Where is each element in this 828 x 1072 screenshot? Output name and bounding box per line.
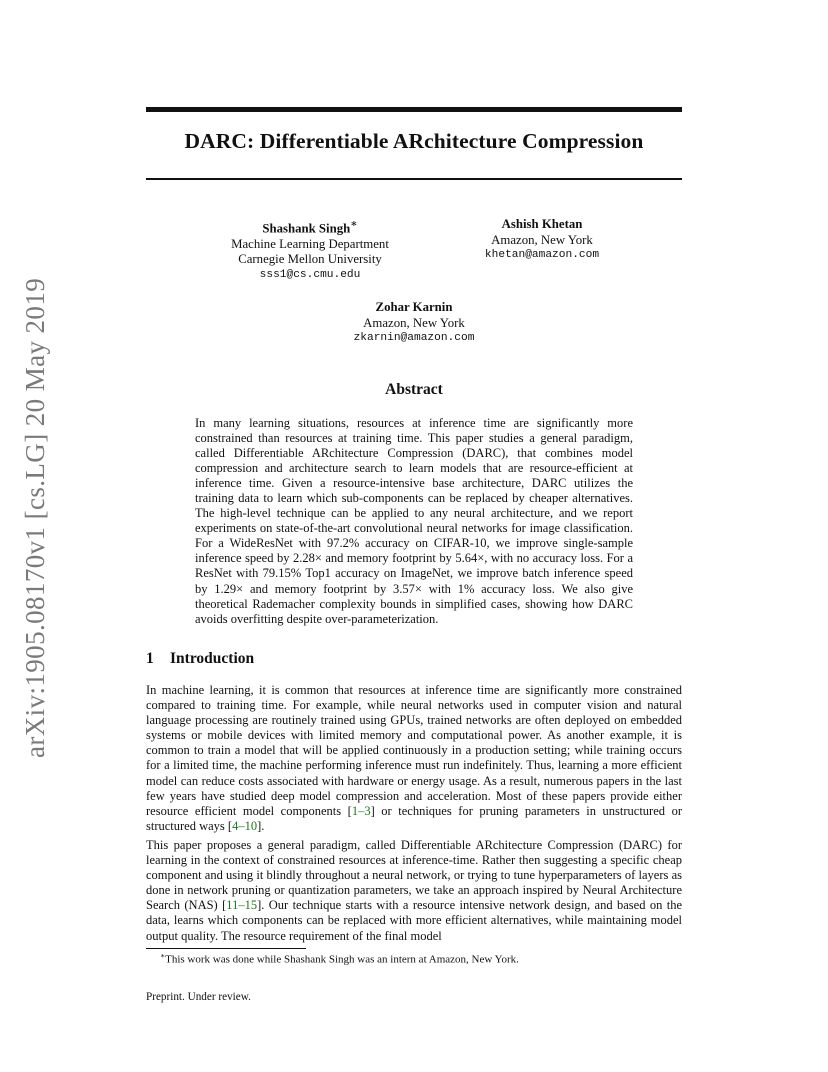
footnote-text: This work was done while Shashank Singh was an intern at Amazon, New York. bbox=[165, 953, 519, 966]
footnote bbox=[160, 951, 519, 966]
title-top-rule bbox=[146, 107, 682, 112]
abstract-text: In many learning situations, resources at inference time are significantly more constrained than resources at training time. This paper studies a general paradigm, called Differentiable ARchitecture Compression (DARC), that combines model compression and architecture search to learn models that are resource-efficient at inference time. Given a resource-intensive base architecture, DARC utilizes the training data to learn which sub-components can be replaced by cheaper alternatives. The high-level technique can be applied to any neural architecture, and we report experiments on state-of-the-art convolutional neural networks for image classification. For a WideResNet with 97.2% accuracy on CIFAR-10, we improve single-sample inference speed by 2.28× and memory footprint by 5.64×, with no accuracy loss. For a ResNet with 79.15% Top1 accuracy on ImageNet, we improve batch inference speed by 1.29× and memory footprint by 3.57× with 1% accuracy loss. We also give theoretical Rademacher complexity bounds in simplified cases, showing how DARC avoids overfitting despite over-parameterization. bbox=[195, 416, 633, 626]
footnote-mark: ∗ bbox=[160, 951, 166, 960]
arxiv-identifier: arXiv:1905.08170v1 [cs.LG] 20 May 2019 bbox=[20, 277, 50, 758]
author-email: zkarnin@amazon.com bbox=[353, 332, 475, 345]
abstract-heading: Abstract bbox=[385, 381, 443, 398]
preprint-status: Preprint. Under review. bbox=[146, 991, 251, 1003]
author-email: sss1@cs.cmu.edu bbox=[259, 269, 361, 282]
citation-link[interactable]: 1–3 bbox=[351, 803, 371, 818]
title-bottom-rule bbox=[146, 178, 682, 180]
author-name: Shashank Singh∗ bbox=[262, 219, 358, 236]
author-block-1 bbox=[200, 217, 420, 284]
section-title: Introduction bbox=[170, 650, 255, 667]
author-affiliation: Machine Learning Department bbox=[231, 236, 389, 251]
section-heading bbox=[146, 650, 254, 668]
section-number: 1 bbox=[146, 650, 154, 667]
author-affiliation: Amazon, New York bbox=[363, 315, 465, 330]
author-block-2 bbox=[432, 217, 652, 264]
intro-paragraph-2: This paper proposes a general paradigm, called Differentiable ARchitecture Compression (DARC) for learning in the context of constrained resources at inference-time. Rather then suggesting a specific cheap component and using it blindly throughout a neural network, or trying to tune hyperparameters of layers as done in network pruning or quantization parameters, we take an approach inspired by Neural Architecture Search (NAS) [11–15]. Our technique starts with a resource intensive network design, and based on the data, learns which components can be replaced with more efficient alternatives, while maintaining model output quality. The resource requirement of the final model bbox=[146, 838, 682, 943]
paper-title: DARC: Differentiable ARchitecture Compression bbox=[184, 129, 644, 153]
author-affiliation: Amazon, New York bbox=[491, 232, 593, 247]
author-name: Zohar Karnin bbox=[375, 300, 453, 314]
citation-link[interactable]: 4–10 bbox=[232, 818, 258, 833]
author-email: khetan@amazon.com bbox=[484, 249, 600, 262]
footnote-rule bbox=[146, 948, 306, 949]
citation-link[interactable]: 11–15 bbox=[226, 898, 258, 913]
author-name: Ashish Khetan bbox=[501, 217, 583, 231]
intro-paragraph-1: In machine learning, it is common that resources at inference time are significantly more constrained compared to training time. For example, while neural networks used in computer vision and natural language processing are routinely trained using GPUs, trained networks are often deployed on embedded systems or mobile devices with limited memory and computational power. As another example, it is common to train a model that will be applied continuously in a production setting; while training occurs for a limited time, the machine performing inference must run indefinitely. Thus, learning a more efficient model can reduce costs associated with hardware or energy usage. As a result, numerous papers in the last few years have studied deep model compression and acceleration. Most of these papers provide either resource efficient model components [1–3] or techniques for pruning parameters in unstructured or structured ways [4–10]. bbox=[146, 683, 682, 833]
author-affiliation: Carnegie Mellon University bbox=[238, 252, 382, 267]
author-block-3 bbox=[304, 300, 524, 347]
